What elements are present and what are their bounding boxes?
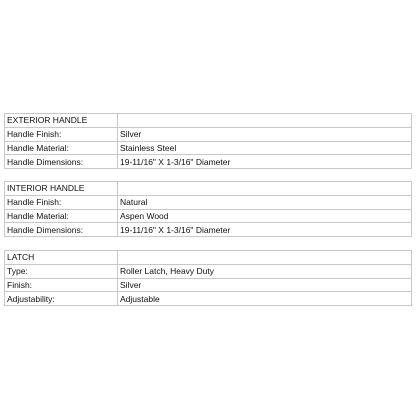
- table-row: [5, 141, 412, 155]
- section-header-row: [5, 251, 412, 265]
- row-value: Stainless Steel: [118, 141, 412, 155]
- latch-table: [4, 250, 412, 306]
- section-header-row: [5, 182, 412, 196]
- table-row: [5, 278, 412, 292]
- row-value: Adjustable: [118, 292, 412, 306]
- table-row: [5, 223, 412, 237]
- section-title: LATCH: [5, 251, 118, 265]
- row-value: 19-11/16" X 1-3/16" Diameter: [118, 223, 412, 237]
- row-label: Adjustability:: [5, 292, 118, 306]
- row-label: Handle Finish:: [5, 127, 118, 141]
- table-row: [5, 292, 412, 306]
- row-value: Silver: [118, 127, 412, 141]
- row-label: Finish:: [5, 278, 118, 292]
- exterior-handle-table: [4, 113, 412, 169]
- row-label: Handle Dimensions:: [5, 155, 118, 169]
- table-row: [5, 127, 412, 141]
- row-label: Handle Finish:: [5, 195, 118, 209]
- section-title-blank: [118, 251, 412, 265]
- section-title-blank: [118, 182, 412, 196]
- row-label: Handle Dimensions:: [5, 223, 118, 237]
- table-row: [5, 209, 412, 223]
- section-header-row: [5, 114, 412, 128]
- section-title: INTERIOR HANDLE: [5, 182, 118, 196]
- interior-handle-table: [4, 181, 412, 237]
- row-label: Handle Material:: [5, 141, 118, 155]
- table-row: [5, 155, 412, 169]
- row-label: Handle Material:: [5, 209, 118, 223]
- table-row: [5, 264, 412, 278]
- row-value: Silver: [118, 278, 412, 292]
- row-value: Roller Latch, Heavy Duty: [118, 264, 412, 278]
- row-label: Type:: [5, 264, 118, 278]
- section-title-blank: [118, 114, 412, 128]
- row-value: Natural: [118, 195, 412, 209]
- row-value: Aspen Wood: [118, 209, 412, 223]
- section-title: EXTERIOR HANDLE: [5, 114, 118, 128]
- table-row: [5, 195, 412, 209]
- row-value: 19-11/16" X 1-3/16" Diameter: [118, 155, 412, 169]
